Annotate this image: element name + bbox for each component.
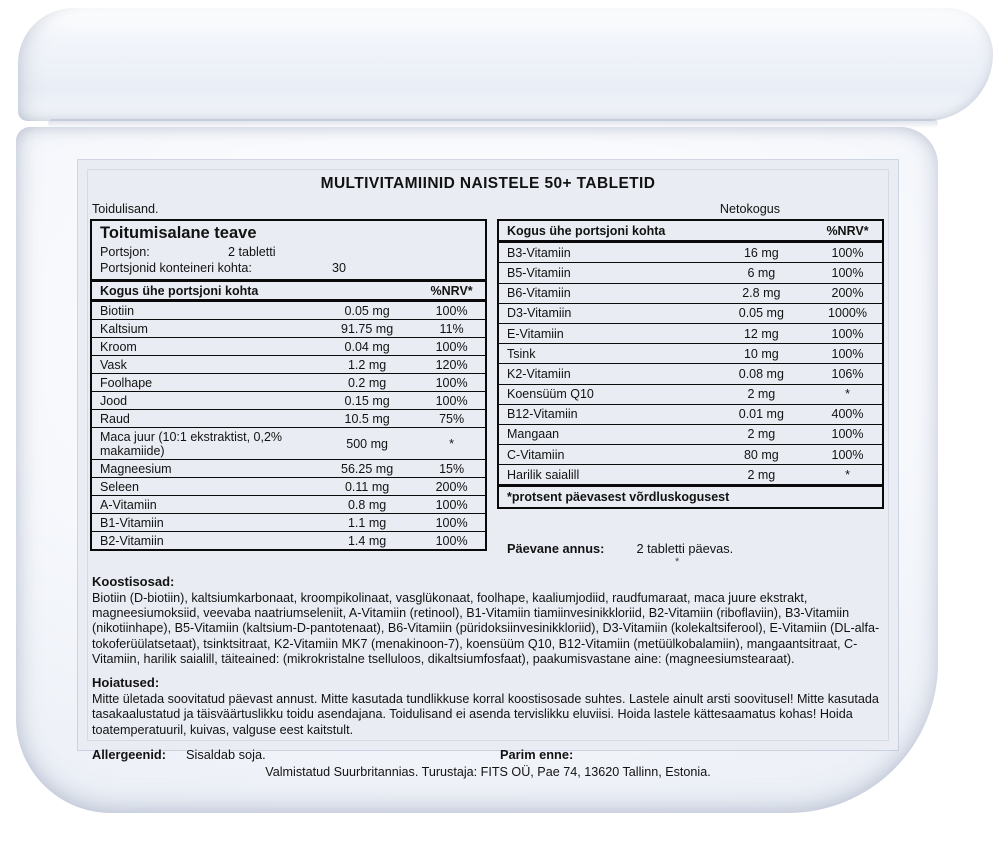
table-row bbox=[499, 404, 882, 424]
nutrient-amount: 0.05 mg bbox=[344, 303, 390, 318]
nutrient-nrv: 200% bbox=[813, 283, 882, 303]
serving-row bbox=[92, 244, 485, 260]
nutrient-amount: 1.1 mg bbox=[316, 514, 418, 532]
nutrient-nrv: 100% bbox=[418, 514, 485, 532]
nutrient-nrv: 100% bbox=[418, 532, 485, 550]
nutrient-name: B1-Vitamiin bbox=[92, 514, 316, 532]
nutrient-amount: 0.8 mg bbox=[316, 496, 418, 514]
container-lid bbox=[18, 8, 993, 121]
nutrient-name: E-Vitamiin bbox=[499, 323, 710, 343]
net-quantity-label: Netokogus bbox=[719, 202, 781, 216]
table-row bbox=[499, 424, 882, 444]
nutrient-nrv: * bbox=[418, 428, 485, 460]
nutrition-panel-right bbox=[497, 219, 884, 509]
nutrient-amount: 80 mg bbox=[710, 445, 813, 465]
nutrient-nrv: 100% bbox=[435, 303, 468, 318]
nutrient-nrv: * bbox=[813, 465, 882, 486]
nutrient-name: Biotiin bbox=[100, 303, 135, 318]
dose-footnote-mark: * bbox=[675, 555, 680, 568]
nutrition-table-right bbox=[499, 221, 882, 507]
table-header-row bbox=[499, 221, 882, 242]
warnings-text: Mitte ületada soovitatud päevast annust. Mitte kasutada tundlikkuse korral koostisosade suhtes. Lastele ainult arsti soovitusel! Mitte kasutada tasakaalustatud ja täisväärtuslikku toidu asendajana. Toidulisand ei asenda tervislikku eluviisi. Hoida lastele kättesaamatus kohas! Hoida toatemperatuuril, kuivas, valguse eest kaitstult. bbox=[92, 692, 879, 737]
label-subheader bbox=[90, 202, 886, 216]
table-row bbox=[499, 323, 882, 343]
daily-dose-label: Päevane annus: bbox=[507, 540, 605, 556]
nutrient-nrv: 100% bbox=[831, 245, 864, 260]
nutrient-amount: 0.11 mg bbox=[316, 478, 418, 496]
table-row bbox=[499, 303, 882, 323]
nutrient-name: B12-Vitamiin bbox=[499, 404, 710, 424]
table-row bbox=[499, 283, 882, 303]
table-row bbox=[499, 242, 882, 263]
nutrient-amount: 6 mg bbox=[710, 263, 813, 283]
nutrient-name: Foolhape bbox=[92, 374, 316, 392]
nutrient-nrv: * bbox=[813, 384, 882, 404]
nutrient-amount: 91.75 mg bbox=[316, 320, 418, 338]
nutrient-amount: 0.01 mg bbox=[710, 404, 813, 424]
nutrient-nrv: 106% bbox=[813, 364, 882, 384]
table-row bbox=[92, 320, 485, 338]
servings-per-container-value: 30 bbox=[332, 261, 347, 275]
nutrient-amount: 1.4 mg bbox=[316, 532, 418, 550]
nutrient-amount: 500 mg bbox=[316, 428, 418, 460]
nutrient-nrv: 1000% bbox=[813, 303, 882, 323]
nutrient-nrv: 100% bbox=[418, 496, 485, 514]
best-before-label: Parim enne: bbox=[500, 747, 574, 762]
serving-info bbox=[92, 244, 485, 282]
ingredients-text: Biotiin (D-biotiin), kaltsiumkarbonaat, kroompikolinaat, vasglükonaat, foolhape, kaaliumjodiid, raudfumaraat, maca juure ekstrakt, magneesiumoksiid, veevaba naatriumseleniit, A-Vitamiin (retinool), B1-Vitamiin tiamiinvesinikkloriid, B2-Vitamiin (riboflaviin), B3-Vitamiin (nikotiinhape), B5-Vitamiin (kaltsium-D-pantotenaat), B6-Vitamiin (püridoksiinvesinikkloriid), D3-Vitamiin (kolekaltsiferool), E-Vitamiin (DL-alfa-tokoferüülatsetaat), tsinktsitraat, K2-Vitamiin MK7 (menakinoon-7), koensüüm Q10, B12-Vitamiin (metüülkobalamiin), mangaantsitraat, C-Vitamiin, harilik saialill, täiteained: (mikrokristalne tselluloos, dikaltsiumfosfaat), paakumisvastane aine: (magneesiumstearaat). bbox=[92, 590, 880, 666]
table-row bbox=[92, 428, 485, 460]
nrv-column-header: %NRV* bbox=[418, 282, 485, 301]
nutrient-name: Harilik saialill bbox=[499, 465, 710, 486]
nutrient-nrv: 100% bbox=[418, 392, 485, 410]
nrv-footnote: *protsent päevasest võrdluskogusest bbox=[499, 486, 882, 507]
nutrient-name: Magneesium bbox=[92, 460, 316, 478]
nutrient-amount: 56.25 mg bbox=[316, 460, 418, 478]
nutrient-nrv: 11% bbox=[418, 320, 485, 338]
manufacturer-line: Valmistatud Suurbritannias. Turustaja: FITS OÜ, Pae 74, 13620 Tallinn, Estonia. bbox=[265, 765, 711, 779]
product-title: MULTIVITAMIINID NAISTELE 50+ TABLETID bbox=[320, 175, 656, 192]
table-row bbox=[92, 392, 485, 410]
nutrient-nrv: 100% bbox=[418, 338, 485, 356]
nutrient-name: B2-Vitamiin bbox=[92, 532, 316, 550]
nutrient-nrv: 200% bbox=[418, 478, 485, 496]
nutrient-amount: 0.04 mg bbox=[316, 338, 418, 356]
table-row bbox=[92, 374, 485, 392]
table-row bbox=[92, 301, 485, 320]
warnings-title: Hoiatused: bbox=[92, 675, 160, 691]
nutrient-amount: 10.5 mg bbox=[316, 410, 418, 428]
nutrient-name: Maca juur (10:1 ekstraktist, 0,2% makamiide) bbox=[92, 428, 316, 460]
nutrient-name: Vask bbox=[92, 356, 316, 374]
table-header-row bbox=[92, 282, 485, 301]
nutrient-amount: 2 mg bbox=[710, 465, 813, 486]
nutrient-amount: 2 mg bbox=[710, 384, 813, 404]
nutrient-name: Kaltsium bbox=[92, 320, 316, 338]
nutrient-nrv: 400% bbox=[813, 404, 882, 424]
serving-value: 2 tabletti bbox=[228, 245, 276, 259]
table-row bbox=[92, 496, 485, 514]
amount-column-header: Kogus ühe portsjoni kohta bbox=[499, 221, 813, 242]
nutrient-amount: 1.2 mg bbox=[316, 356, 418, 374]
nutrient-amount: 2 mg bbox=[710, 424, 813, 444]
nutrient-amount: 12 mg bbox=[710, 323, 813, 343]
product-label bbox=[78, 160, 898, 779]
table-row bbox=[499, 263, 882, 283]
table-row bbox=[92, 478, 485, 496]
servings-per-container-label: Portsjonid konteineri kohta: bbox=[100, 261, 252, 275]
nutrient-name: Seleen bbox=[92, 478, 316, 496]
table-row bbox=[92, 514, 485, 532]
table-row bbox=[92, 532, 485, 550]
table-row bbox=[499, 445, 882, 465]
table-row bbox=[92, 460, 485, 478]
amount-column-header: Kogus ühe portsjoni kohta bbox=[92, 282, 418, 301]
nutrient-nrv: 100% bbox=[813, 424, 882, 444]
nutrient-nrv: 120% bbox=[418, 356, 485, 374]
nutrient-name: Kroom bbox=[92, 338, 316, 356]
nutrition-panel-title: Toitumisalane teave bbox=[100, 224, 257, 242]
nutrient-nrv: 75% bbox=[418, 410, 485, 428]
nutrient-nrv: 15% bbox=[418, 460, 485, 478]
allergens-label: Allergeenid: bbox=[92, 747, 166, 762]
table-row bbox=[92, 356, 485, 374]
nutrient-amount: 10 mg bbox=[710, 344, 813, 364]
nutrient-amount: 0.2 mg bbox=[316, 374, 418, 392]
nutrient-name: Koensüüm Q10 bbox=[499, 384, 710, 404]
nutrition-table-left bbox=[92, 282, 485, 549]
nutrient-name: B3-Vitamiin bbox=[507, 245, 571, 260]
nrv-column-header: %NRV* bbox=[813, 221, 882, 242]
nutrition-panel-left bbox=[90, 219, 487, 551]
allergens-value: Sisaldab soja. bbox=[186, 747, 266, 762]
table-row bbox=[92, 410, 485, 428]
table-row bbox=[499, 344, 882, 364]
table-row bbox=[92, 338, 485, 356]
nutrient-name: C-Vitamiin bbox=[499, 445, 710, 465]
serving-label: Portsjon: bbox=[100, 245, 150, 259]
nutrient-name: Jood bbox=[92, 392, 316, 410]
category-label: Toidulisand. bbox=[92, 202, 159, 216]
nutrient-name: K2-Vitamiin bbox=[499, 364, 710, 384]
table-footnote-row bbox=[499, 486, 882, 507]
nutrient-amount: 16 mg bbox=[743, 245, 779, 260]
nutrient-name: D3-Vitamiin bbox=[499, 303, 710, 323]
nutrient-name: Mangaan bbox=[499, 424, 710, 444]
daily-dose bbox=[497, 541, 884, 556]
table-row bbox=[499, 364, 882, 384]
nutrient-amount: 0.05 mg bbox=[710, 303, 813, 323]
nutrient-nrv: 100% bbox=[813, 445, 882, 465]
daily-dose-value: 2 tabletti päevas. bbox=[636, 540, 734, 556]
nutrient-nrv: 100% bbox=[418, 374, 485, 392]
nutrient-nrv: 100% bbox=[813, 323, 882, 343]
nutrient-name: B6-Vitamiin bbox=[499, 283, 710, 303]
nutrient-amount: 0.15 mg bbox=[316, 392, 418, 410]
servings-per-container-row bbox=[92, 260, 485, 276]
nutrient-name: Tsink bbox=[499, 344, 710, 364]
table-row bbox=[499, 465, 882, 486]
nutrient-amount: 2.8 mg bbox=[710, 283, 813, 303]
nutrient-amount: 0.08 mg bbox=[710, 364, 813, 384]
ingredients-title: Koostisosad: bbox=[92, 573, 175, 589]
nutrient-name: B5-Vitamiin bbox=[499, 263, 710, 283]
table-row bbox=[499, 384, 882, 404]
nutrient-name: A-Vitamiin bbox=[92, 496, 316, 514]
nutrient-nrv: 100% bbox=[813, 344, 882, 364]
nutrient-nrv: 100% bbox=[813, 263, 882, 283]
allergens-row bbox=[90, 747, 886, 762]
nutrient-name: Raud bbox=[92, 410, 316, 428]
